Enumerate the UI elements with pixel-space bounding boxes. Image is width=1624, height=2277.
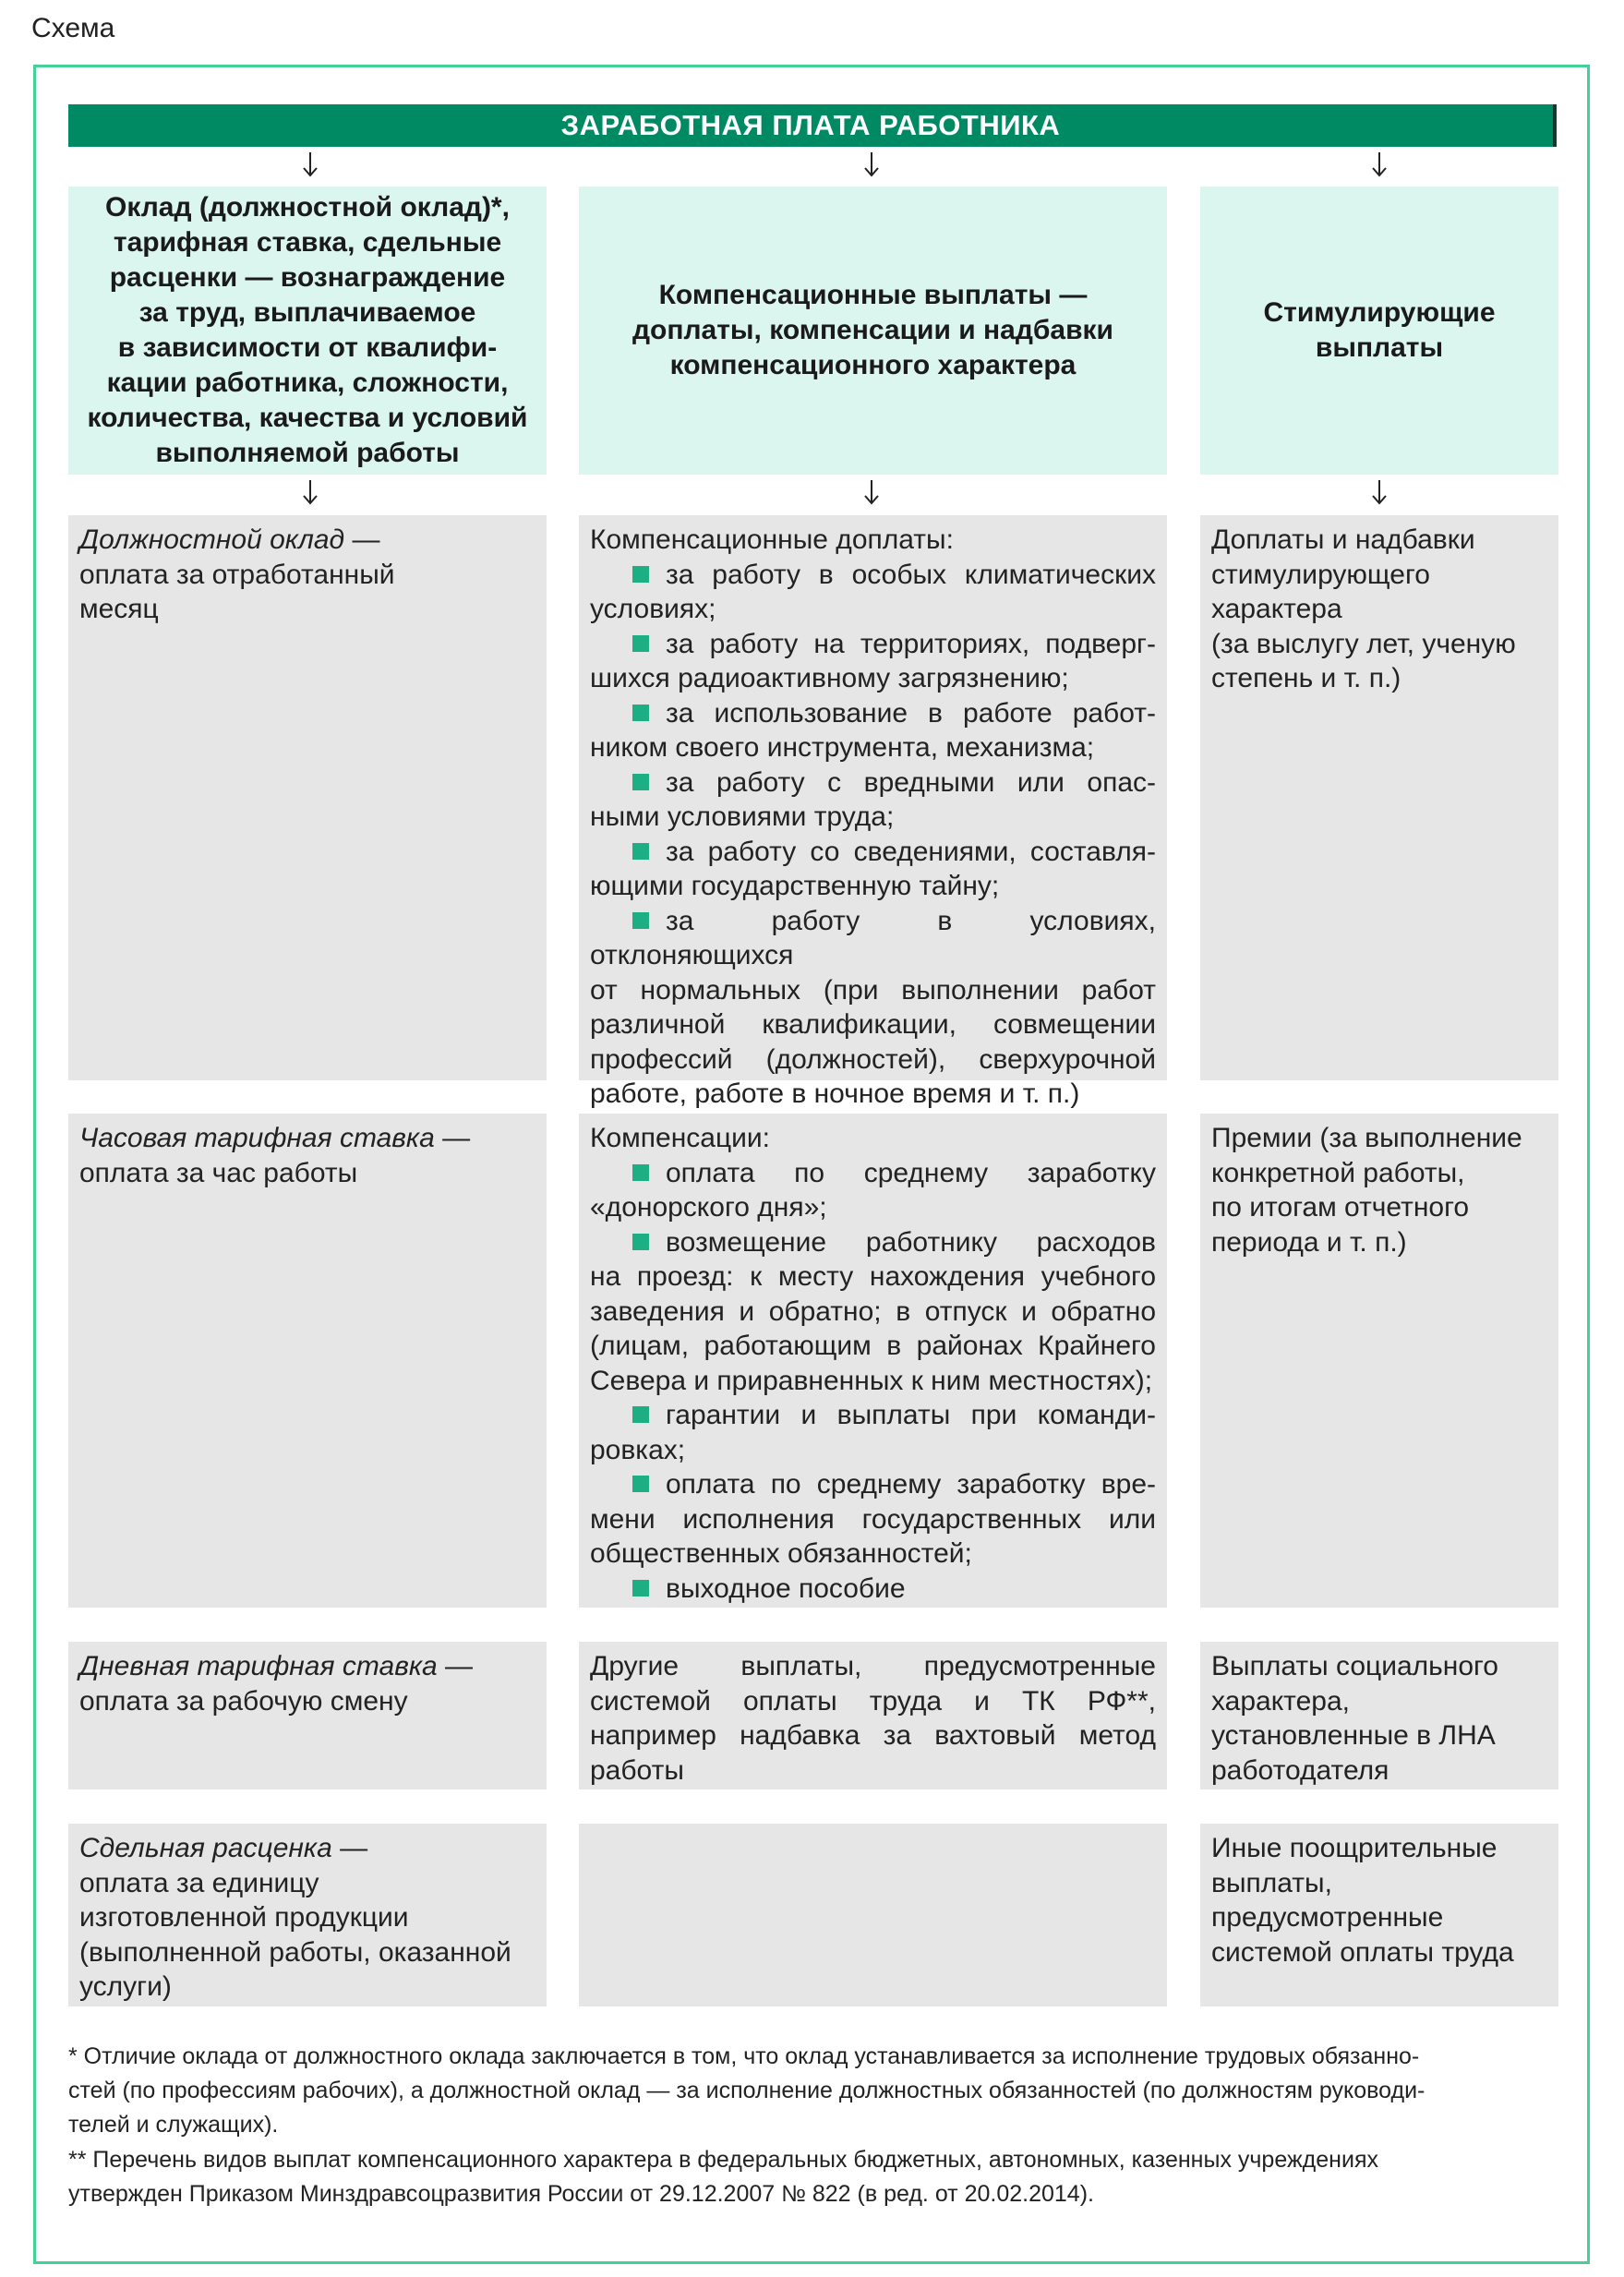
list-item: за работу в особых климатических xyxy=(590,558,1156,593)
bullet-icon xyxy=(632,843,649,860)
cell-intro: Компенсации: xyxy=(590,1123,770,1153)
cell-line: изготовленной продукции xyxy=(79,1902,409,1933)
header-line: в зависимости от квалифи- xyxy=(117,332,498,363)
cell-line: Другие выплаты, предусмотренные xyxy=(590,1651,1156,1681)
bullet-icon xyxy=(632,1476,649,1492)
term: Часовая тарифная ставка xyxy=(79,1123,435,1153)
cell-bonuses xyxy=(1200,1114,1558,1608)
cell-piece-rate xyxy=(68,1824,547,2006)
cell-line: работодателя xyxy=(1211,1754,1389,1786)
list-item-line: на проезд: к месту нахождения учебного xyxy=(590,1261,1156,1292)
list-item-line: от нормальных (при выполнении работ xyxy=(590,974,1156,1006)
arrow-down-icon xyxy=(296,151,324,178)
cell-line: оплата за отработанный xyxy=(79,559,395,590)
term: Сдельная расценка xyxy=(79,1833,332,1863)
bullet-icon xyxy=(632,1164,649,1181)
term-dash: — xyxy=(434,1123,471,1153)
bullet-icon xyxy=(632,1406,649,1423)
cell-line: периода и т. п.) xyxy=(1211,1226,1407,1258)
header-line: расценки — вознаграждение xyxy=(109,262,506,293)
list-item: гарантии и выплаты при команди- xyxy=(590,1398,1156,1433)
diagram-title: ЗАРАБОТНАЯ ПЛАТА РАБОТНИКА xyxy=(68,104,1557,147)
cell-line xyxy=(79,1121,535,1156)
list-item-line: ющими государственную тайну; xyxy=(590,871,1000,901)
cell-compensation-surcharges xyxy=(579,515,1167,1109)
cell-line: работы xyxy=(590,1754,684,1786)
term: Должностной оклад xyxy=(79,524,345,555)
term-dash: — xyxy=(331,1833,368,1863)
list-item-line: различной квалификации, совмещении xyxy=(590,1009,1156,1040)
footnote-1 xyxy=(68,2040,1557,2142)
cell-other-incentives xyxy=(1200,1824,1558,2006)
list-item-line: условиях; xyxy=(590,594,716,624)
bullet-icon xyxy=(632,635,649,652)
list-item: оплата по среднему заработку xyxy=(590,1156,1156,1191)
bullet-icon xyxy=(632,566,649,583)
list-item-line: «донорского дня»; xyxy=(590,1192,827,1223)
list-item-line: шихся радиоактивному загрязнению; xyxy=(590,663,1069,693)
cell-line: например надбавка за вахтовый метод xyxy=(590,1720,1156,1751)
cell-social-payments xyxy=(1200,1642,1558,1789)
cell-line xyxy=(79,1649,535,1684)
list-item: оплата по среднему заработку вре- xyxy=(590,1467,1156,1502)
list-item: за работу в условиях, отклоняющихся xyxy=(590,905,1156,970)
header-line: компенсационного характера xyxy=(669,350,1077,380)
cell-line xyxy=(79,1831,535,1866)
cell-line: системой оплаты труда xyxy=(1211,1936,1514,1968)
header-line: Оклад (должностной оклад)*, xyxy=(105,192,510,223)
cell-incentive-surcharges xyxy=(1200,515,1558,1080)
cell-line: системой оплаты труда и ТК РФ**, xyxy=(590,1685,1156,1717)
arrow-down-icon xyxy=(296,478,324,506)
cell-line: Доплаты и надбавки xyxy=(1211,524,1475,555)
cell-empty xyxy=(579,1824,1167,2006)
arrow-down-icon xyxy=(858,151,885,178)
footnote-line: стей (по профессиям рабочих), а должностной оклад — за исполнение должностных обязанностей (по должностям руководи- xyxy=(68,2078,1426,2103)
footnote-2 xyxy=(68,2143,1557,2211)
list-item-line: ровках; xyxy=(590,1434,686,1465)
list-item: выходное пособие xyxy=(590,1572,1156,1607)
cell-line: месяц xyxy=(79,594,159,624)
cell-other-payments xyxy=(579,1642,1167,1789)
bullet-icon xyxy=(632,1580,649,1596)
header-line: тарифная ставка, сдельные xyxy=(113,227,502,258)
cell-intro: Компенсационные доплаты: xyxy=(590,524,954,555)
footnote-line: телей и служащих). xyxy=(68,2112,279,2138)
cell-line: выплаты, xyxy=(1211,1867,1332,1898)
header-line: Стимулирующие xyxy=(1263,297,1496,328)
cell-official-salary xyxy=(68,515,547,1080)
term-dash: — xyxy=(437,1651,474,1681)
arrow-down-icon xyxy=(1365,478,1393,506)
cell-line: конкретной работы, xyxy=(1211,1157,1465,1188)
footnote-line: * Отличие оклада от должностного оклада заключается в том, что оклад устанавливается за исполнение трудовых обязанно- xyxy=(68,2043,1420,2069)
list-item-line: мени исполнения государственных или xyxy=(590,1503,1156,1535)
cell-line: характера xyxy=(1211,594,1342,624)
list-item-line: профессий (должностей), сверхурочной xyxy=(590,1043,1156,1075)
list-item-line: работе, работе в ночное время и т. п.) xyxy=(590,1078,1080,1109)
list-item: за работу с вредными или опас- xyxy=(590,765,1156,801)
header-line: выполняемой работы xyxy=(155,438,460,468)
bullet-icon xyxy=(632,705,649,721)
bullet-icon xyxy=(632,774,649,790)
cell-line: по итогам отчетного xyxy=(1211,1192,1470,1223)
cell-line: характера, xyxy=(1211,1685,1350,1717)
list-item: за работу на территориях, подверг- xyxy=(590,627,1156,662)
cell-line: степень и т. п.) xyxy=(1211,663,1401,693)
header-line: количества, качества и условий xyxy=(87,403,528,433)
header-line: доплаты, компенсации и надбавки xyxy=(632,315,1113,345)
header-base-pay xyxy=(68,187,547,475)
header-line: за труд, выплачиваемое xyxy=(138,297,476,328)
header-compensation xyxy=(579,187,1167,475)
cell-line: услуги) xyxy=(79,1971,172,2002)
cell-daily-rate xyxy=(68,1642,547,1789)
footnote-line: утвержден Приказом Минздравсоцразвития России от 29.12.2007 № 822 (в ред. от 20.02.2014). xyxy=(68,2181,1094,2207)
term: Дневная тарифная ставка xyxy=(79,1651,438,1681)
cell-line: (выполненной работы, оказанной xyxy=(79,1936,511,1968)
cell-line: Иные поощрительные xyxy=(1211,1833,1498,1863)
bullet-icon xyxy=(632,912,649,929)
cell-compensations xyxy=(579,1114,1167,1608)
cell-line: Выплаты социального xyxy=(1211,1651,1498,1681)
header-line: выплаты xyxy=(1315,332,1444,363)
list-item-line: заведения и обратно; в отпуск и обратно xyxy=(590,1295,1156,1327)
list-item-line: ником своего инструмента, механизма; xyxy=(590,732,1095,763)
list-item-line: ными условиями труда; xyxy=(590,801,895,832)
cell-line: оплата за час работы xyxy=(79,1157,358,1188)
cell-line: стимулирующего xyxy=(1211,559,1430,590)
cell-line: оплата за рабочую смену xyxy=(79,1685,408,1717)
list-item-line: Севера и приравненных к ним местностях); xyxy=(590,1365,1153,1396)
list-item-line: общественных обязанностей; xyxy=(590,1538,972,1569)
footnote-line: ** Перечень видов выплат компенсационного характера в федеральных бюджетных, автономных, казенных учреждениях xyxy=(68,2147,1378,2173)
arrow-down-icon xyxy=(1365,151,1393,178)
term-dash: — xyxy=(344,524,380,555)
cell-hourly-rate xyxy=(68,1114,547,1608)
header-line: кации работника, сложности, xyxy=(106,367,509,398)
arrow-down-icon xyxy=(858,478,885,506)
cell-line: установленные в ЛНА xyxy=(1211,1720,1496,1751)
list-item: за использование в работе работ- xyxy=(590,696,1156,731)
header-line: Компенсационные выплаты — xyxy=(658,280,1088,310)
cell-line: Премии (за выполнение xyxy=(1211,1123,1522,1153)
header-incentive xyxy=(1200,187,1558,475)
cell-line: оплата за единицу xyxy=(79,1867,319,1898)
list-item: за работу со сведениями, составля- xyxy=(590,835,1156,870)
cell-line: (за выслугу лет, ученую xyxy=(1211,628,1516,659)
list-item: возмещение работнику расходов xyxy=(590,1225,1156,1260)
figure-caption: Схема xyxy=(31,13,115,43)
cell-line xyxy=(79,523,535,558)
bullet-icon xyxy=(632,1234,649,1250)
list-item-line: (лицам, работающим в районах Крайнего xyxy=(590,1331,1156,1361)
cell-line: предусмотренные xyxy=(1211,1902,1444,1933)
